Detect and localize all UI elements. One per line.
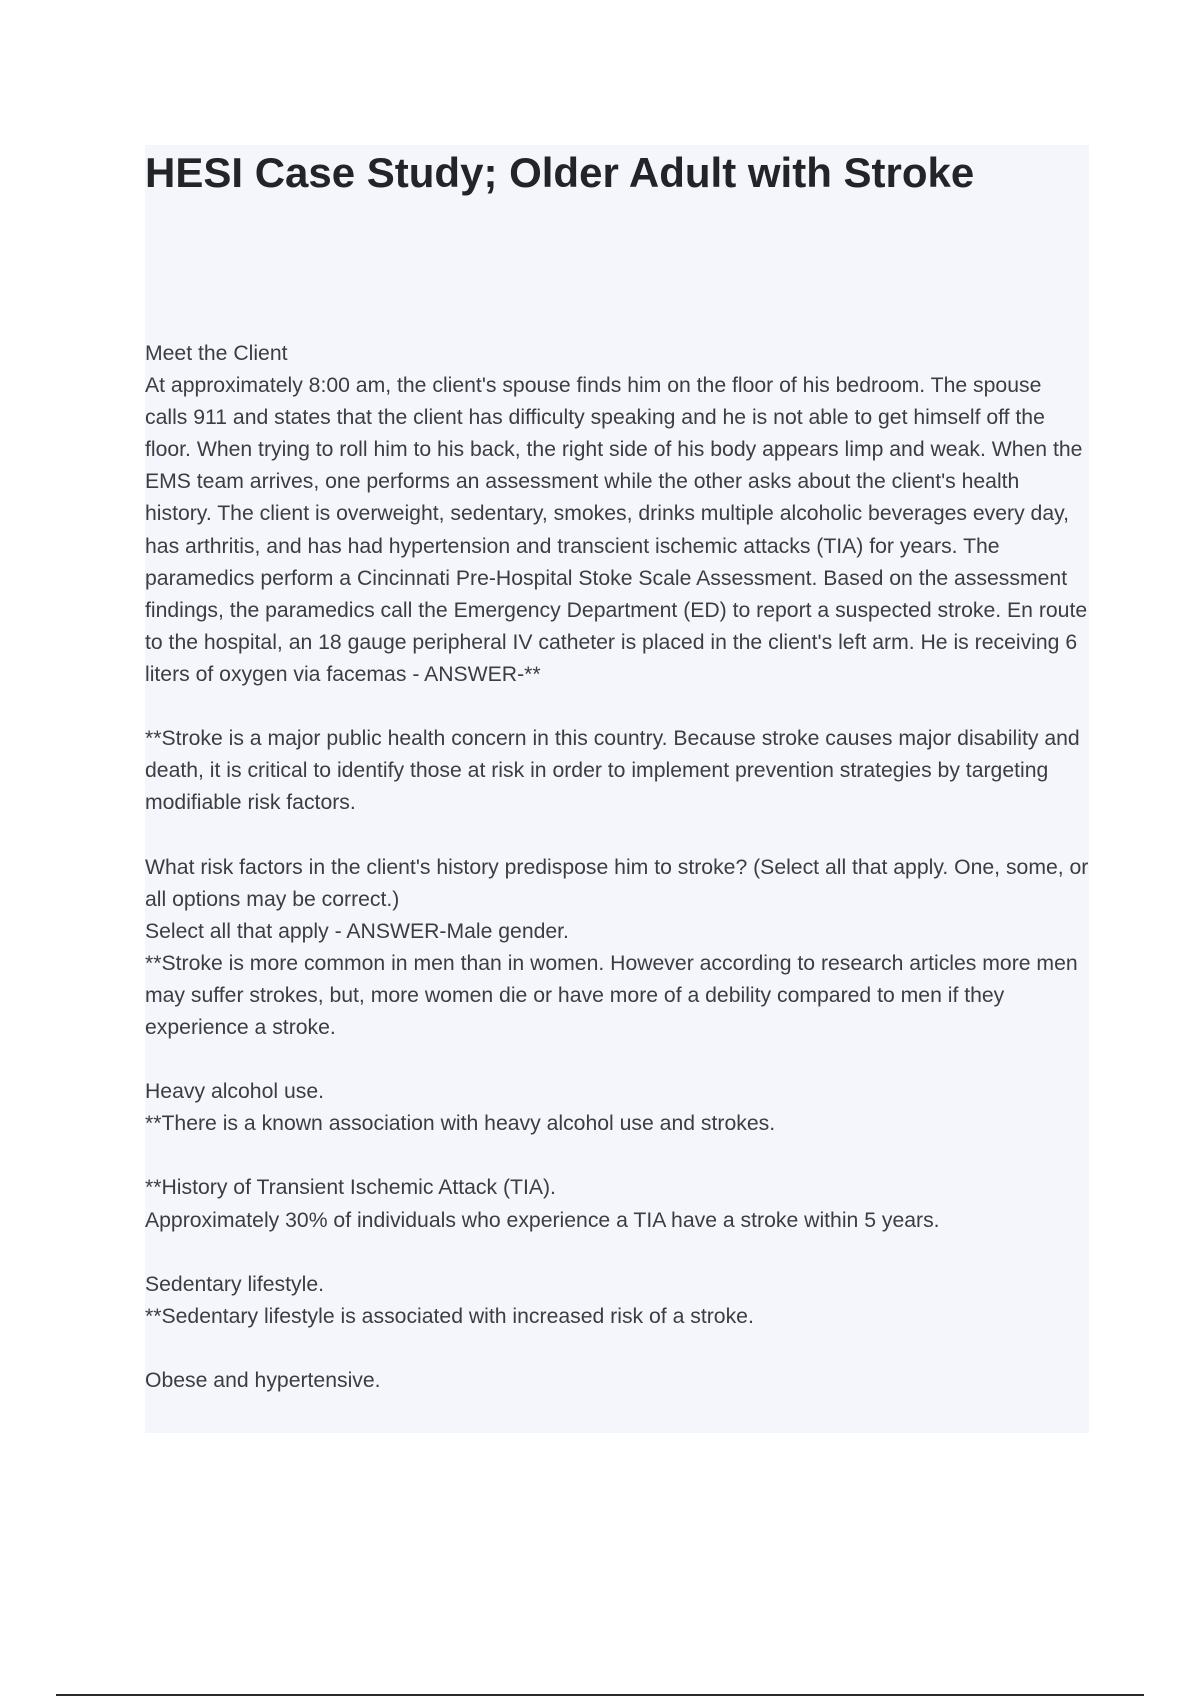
male-gender-rationale: **Stroke is more common in men than in women. However according to research articles more men may suffer strokes, but, more women die or have more of a debility compared to men if they experience a stroke. bbox=[145, 951, 1078, 1039]
paragraph-spacer bbox=[145, 691, 1089, 723]
paragraph-spacer bbox=[145, 1140, 1089, 1172]
heavy-alcohol-rationale: **There is a known association with heavy alcohol use and strokes. bbox=[145, 1112, 776, 1136]
answer-male-gender: Select all that apply - ANSWER-Male gender. bbox=[145, 919, 569, 943]
paragraph-spacer bbox=[145, 1237, 1089, 1269]
paragraph-spacer bbox=[145, 1333, 1089, 1365]
answer-heavy-alcohol: Heavy alcohol use. bbox=[145, 1080, 325, 1104]
document-body bbox=[145, 338, 1089, 1397]
answer-sedentary: Sedentary lifestyle. bbox=[145, 1272, 325, 1296]
meet-client-heading: Meet the Client bbox=[145, 342, 288, 365]
stroke-concern-paragraph: **Stroke is a major public health concern in this country. Because stroke causes major disability and death, it is critical to identify those at risk in order to implement prevention strategies by targeting modifiable risk factors. bbox=[145, 727, 1080, 815]
meet-client-paragraph: At approximately 8:00 am, the client's spouse finds him on the floor of his bedroom. The spouse calls 911 and states that the client has difficulty speaking and he is not able to get himself off the floor. When trying to roll him to his back, the right side of his body appears limp and weak. When the EMS team arrives, one performs an assessment while the other asks about the client's health history. The client is overweight, sedentary, smokes, drinks multiple alcoholic beverages every day, has arthritis, and has had hypertension and transcient ischemic attacks (TIA) for years. The paramedics perform a Cincinnati Pre-Hospital Stoke Scale Assessment. Based on the assessment findings, the paramedics call the Emergency Department (ED) to report a suspected stroke. En route to the hospital, an 18 gauge peripheral IV catheter is placed in the client's left arm. He is receiving 6 liters of oxygen via facemas - ANSWER-** bbox=[145, 374, 1088, 686]
footer-rule bbox=[56, 1694, 1144, 1696]
sedentary-rationale: **Sedentary lifestyle is associated with increased risk of a stroke. bbox=[145, 1304, 754, 1328]
answer-obese-hypertensive: Obese and hypertensive. bbox=[145, 1369, 381, 1392]
paragraph-spacer bbox=[145, 819, 1089, 851]
paragraph-spacer bbox=[145, 1044, 1089, 1076]
document-title: HESI Case Study; Older Adult with Stroke bbox=[145, 149, 975, 196]
tia-rationale: Approximately 30% of individuals who experience a TIA have a stroke within 5 years. bbox=[145, 1208, 940, 1232]
answer-tia-history: **History of Transient Ischemic Attack (TIA). bbox=[145, 1176, 556, 1200]
risk-factor-question: What risk factors in the client's history predispose him to stroke? (Select all that apply. One, some, or all options may be correct.) bbox=[145, 855, 1089, 911]
